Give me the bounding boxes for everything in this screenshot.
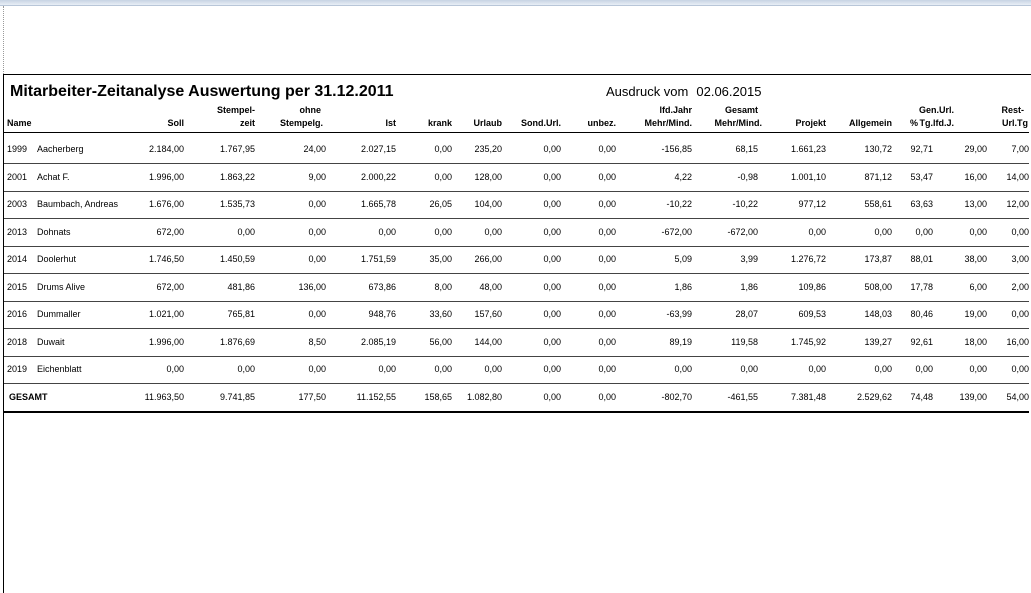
row-name: Dohnats bbox=[37, 226, 71, 237]
row-number: 2001 bbox=[7, 171, 28, 182]
row-ist: 673,86 bbox=[368, 281, 396, 292]
row-urlaub: 104,00 bbox=[474, 199, 502, 209]
row-number: 2014 bbox=[7, 254, 28, 264]
row-resturl: 0,00 bbox=[1011, 309, 1029, 319]
row-gesamt: -0,98 bbox=[737, 171, 758, 182]
row-number: 2003 bbox=[7, 199, 28, 209]
total-gesamt: -461,55 bbox=[727, 392, 758, 402]
header-ist: Ist bbox=[385, 118, 396, 128]
header-ohne-1: ohne bbox=[299, 105, 321, 115]
row-lfd: 5,09 bbox=[674, 254, 692, 264]
row-divider bbox=[4, 163, 1029, 164]
row-divider bbox=[4, 383, 1029, 384]
row-prozent: 0,00 bbox=[915, 364, 933, 374]
row-gesamt: -672,00 bbox=[727, 226, 758, 237]
row-lfd: 89,19 bbox=[669, 336, 692, 347]
row-ohne: 0,00 bbox=[308, 364, 326, 374]
row-resturl: 0,00 bbox=[1011, 364, 1029, 374]
row-krank: 56,00 bbox=[429, 336, 452, 347]
row-prozent: 0,00 bbox=[915, 226, 933, 237]
header-divider bbox=[4, 132, 1029, 133]
row-ohne: 8,50 bbox=[308, 336, 326, 347]
row-prozent: 80,46 bbox=[910, 309, 933, 319]
row-lfd: 4,22 bbox=[674, 171, 692, 182]
row-name: Duwait bbox=[37, 336, 65, 347]
total-genurl: 139,00 bbox=[959, 392, 987, 402]
row-sond: 0,00 bbox=[543, 171, 561, 182]
row-resturl: 3,00 bbox=[1011, 254, 1029, 264]
row-soll: 672,00 bbox=[156, 281, 184, 292]
header-prozent: % bbox=[909, 118, 918, 128]
total-urlaub: 1.082,80 bbox=[466, 392, 502, 402]
total-projekt: 7.381,48 bbox=[790, 392, 826, 402]
row-sond: 0,00 bbox=[543, 226, 561, 237]
row-resturl: 2,00 bbox=[1011, 281, 1029, 292]
row-name: Eichenblatt bbox=[37, 364, 82, 374]
header-rest-url-1: Rest- bbox=[1001, 105, 1024, 115]
row-ohne: 0,00 bbox=[308, 309, 326, 319]
row-stempelzeit: 1.535,73 bbox=[219, 199, 255, 209]
row-resturl: 0,00 bbox=[1011, 226, 1029, 237]
header-rest-url-2: Url.Tg bbox=[1002, 118, 1028, 128]
header-gen-url-1: Gen.Url. bbox=[918, 105, 954, 115]
row-genurl: 0,00 bbox=[969, 226, 987, 237]
row-number: 1999 bbox=[7, 144, 28, 154]
row-divider bbox=[4, 328, 1029, 329]
row-soll: 672,00 bbox=[156, 226, 184, 237]
print-date-value: 02.06.2015 bbox=[696, 84, 762, 99]
row-projekt: 1.276,72 bbox=[790, 254, 826, 264]
row-number: 2015 bbox=[7, 281, 28, 292]
row-urlaub: 48,00 bbox=[479, 281, 502, 292]
total-prozent: 74,48 bbox=[910, 392, 933, 402]
row-resturl: 7,00 bbox=[1011, 144, 1029, 154]
row-soll: 0,00 bbox=[166, 364, 184, 374]
row-resturl: 12,00 bbox=[1006, 199, 1029, 209]
row-soll: 1.996,00 bbox=[148, 336, 184, 347]
total-lfd: -802,70 bbox=[661, 392, 692, 402]
row-number: 2013 bbox=[7, 226, 28, 237]
row-ist: 2.000,22 bbox=[360, 171, 396, 182]
row-sond: 0,00 bbox=[543, 144, 561, 154]
row-stempelzeit: 0,00 bbox=[237, 364, 255, 374]
row-krank: 0,00 bbox=[434, 144, 452, 154]
row-genurl: 13,00 bbox=[964, 199, 987, 209]
header-projekt: Projekt bbox=[795, 118, 826, 128]
row-genurl: 16,00 bbox=[964, 171, 987, 182]
row-genurl: 38,00 bbox=[964, 254, 987, 264]
header-allgemein: Allgemein bbox=[848, 118, 892, 128]
row-ist: 1.665,78 bbox=[360, 199, 396, 209]
row-stempelzeit: 0,00 bbox=[237, 226, 255, 237]
row-projekt: 0,00 bbox=[808, 226, 826, 237]
total-krank: 158,65 bbox=[424, 392, 452, 402]
row-ohne: 9,00 bbox=[308, 171, 326, 182]
row-projekt: 109,86 bbox=[798, 281, 826, 292]
row-number: 2016 bbox=[7, 309, 28, 319]
row-unbez: 0,00 bbox=[598, 336, 616, 347]
row-divider bbox=[4, 273, 1029, 274]
row-unbez: 0,00 bbox=[598, 309, 616, 319]
total-sond: 0,00 bbox=[543, 392, 561, 402]
row-soll: 2.184,00 bbox=[148, 144, 184, 154]
row-name: Dummaller bbox=[37, 309, 81, 319]
row-krank: 26,05 bbox=[429, 199, 452, 209]
total-divider bbox=[4, 411, 1029, 413]
row-allgemein: 0,00 bbox=[874, 364, 892, 374]
row-urlaub: 144,00 bbox=[474, 336, 502, 347]
header-sond-url: Sond.Url. bbox=[521, 118, 561, 128]
row-resturl: 14,00 bbox=[1006, 171, 1029, 182]
row-unbez: 0,00 bbox=[598, 199, 616, 209]
row-unbez: 0,00 bbox=[598, 254, 616, 264]
row-krank: 0,00 bbox=[434, 226, 452, 237]
row-unbez: 0,00 bbox=[598, 364, 616, 374]
row-number: 2019 bbox=[7, 364, 28, 374]
row-resturl: 16,00 bbox=[1006, 336, 1029, 347]
row-allgemein: 148,03 bbox=[864, 309, 892, 319]
total-unbez: 0,00 bbox=[598, 392, 616, 402]
row-gesamt: 3,99 bbox=[740, 254, 758, 264]
report-page bbox=[3, 74, 1031, 593]
row-lfd: -63,99 bbox=[666, 309, 692, 319]
header-gesamt-1: Gesamt bbox=[724, 105, 758, 115]
row-allgemein: 558,61 bbox=[864, 199, 892, 209]
row-lfd: -672,00 bbox=[661, 226, 692, 237]
row-name: Aacherberg bbox=[37, 144, 84, 154]
window-top-strip bbox=[0, 0, 1031, 6]
row-gesamt: 0,00 bbox=[740, 364, 758, 374]
row-krank: 0,00 bbox=[434, 364, 452, 374]
row-sond: 0,00 bbox=[543, 336, 561, 347]
row-stempelzeit: 481,86 bbox=[227, 281, 255, 292]
row-gesamt: 119,58 bbox=[731, 336, 758, 347]
row-allgemein: 0,00 bbox=[874, 226, 892, 237]
row-urlaub: 266,00 bbox=[474, 254, 502, 264]
row-soll: 1.996,00 bbox=[148, 171, 184, 182]
row-krank: 35,00 bbox=[429, 254, 452, 264]
total-soll: 11.963,50 bbox=[144, 392, 184, 402]
row-name: Baumbach, Andreas bbox=[37, 199, 119, 209]
row-allgemein: 871,12 bbox=[864, 171, 892, 182]
row-ohne: 0,00 bbox=[308, 199, 326, 209]
header-urlaub: Urlaub bbox=[473, 118, 502, 128]
row-ist: 2.027,15 bbox=[360, 144, 396, 154]
row-divider bbox=[4, 301, 1029, 302]
row-genurl: 18,00 bbox=[964, 336, 987, 347]
row-ohne: 24,00 bbox=[303, 144, 326, 154]
row-gesamt: -10,22 bbox=[732, 199, 758, 209]
row-sond: 0,00 bbox=[543, 309, 561, 319]
header-name: Name bbox=[7, 118, 32, 128]
row-name: Drums Alive bbox=[37, 281, 86, 292]
row-projekt: 977,12 bbox=[798, 199, 826, 209]
row-soll: 1.021,00 bbox=[148, 309, 184, 319]
row-divider bbox=[4, 218, 1029, 219]
total-ohne: 177,50 bbox=[298, 392, 326, 402]
row-genurl: 6,00 bbox=[969, 281, 987, 292]
header-krank: krank bbox=[427, 118, 452, 128]
row-ist: 948,76 bbox=[368, 309, 396, 319]
row-urlaub: 157,60 bbox=[474, 309, 502, 319]
row-prozent: 92,71 bbox=[910, 144, 933, 154]
row-krank: 0,00 bbox=[434, 171, 452, 182]
row-ohne: 136,00 bbox=[298, 281, 326, 292]
header-stempelzeit-1: Stempel- bbox=[216, 105, 255, 115]
row-divider bbox=[4, 356, 1029, 357]
row-stempelzeit: 1.863,22 bbox=[219, 171, 255, 182]
row-sond: 0,00 bbox=[543, 199, 561, 209]
row-unbez: 0,00 bbox=[598, 144, 616, 154]
row-urlaub: 235,20 bbox=[474, 144, 502, 154]
row-urlaub: 0,00 bbox=[484, 226, 502, 237]
print-date bbox=[606, 84, 761, 99]
row-divider bbox=[4, 191, 1029, 192]
row-ist: 0,00 bbox=[378, 226, 396, 237]
row-projekt: 0,00 bbox=[808, 364, 826, 374]
row-stempelzeit: 765,81 bbox=[227, 309, 255, 319]
row-gesamt: 1,86 bbox=[740, 281, 758, 292]
row-unbez: 0,00 bbox=[598, 281, 616, 292]
row-unbez: 0,00 bbox=[598, 226, 616, 237]
row-stempelzeit: 1.450,59 bbox=[219, 254, 255, 264]
row-lfd: -156,85 bbox=[661, 144, 692, 154]
row-prozent: 17,78 bbox=[910, 281, 933, 292]
row-projekt: 1.745,92 bbox=[790, 336, 826, 347]
row-prozent: 92,61 bbox=[910, 336, 933, 347]
row-urlaub: 0,00 bbox=[484, 364, 502, 374]
row-prozent: 63,63 bbox=[910, 199, 933, 209]
row-gesamt: 68,15 bbox=[735, 144, 758, 154]
row-allgemein: 173,87 bbox=[864, 254, 892, 264]
row-stempelzeit: 1.876,69 bbox=[219, 336, 255, 347]
row-prozent: 88,01 bbox=[910, 254, 933, 264]
row-sond: 0,00 bbox=[543, 254, 561, 264]
header-gesamt-2: Mehr/Mind. bbox=[714, 118, 762, 128]
row-allgemein: 130,72 bbox=[864, 144, 892, 154]
row-projekt: 1.661,23 bbox=[790, 144, 826, 154]
print-date-label: Ausdruck vom bbox=[606, 84, 689, 99]
total-ist: 11.152,55 bbox=[356, 392, 396, 402]
row-ohne: 0,00 bbox=[308, 226, 326, 237]
row-soll: 1.746,50 bbox=[148, 254, 184, 264]
row-lfd: 0,00 bbox=[674, 364, 692, 374]
row-name: Achat F. bbox=[37, 171, 70, 182]
row-name: Doolerhut bbox=[37, 254, 77, 264]
row-sond: 0,00 bbox=[543, 281, 561, 292]
row-ist: 1.751,59 bbox=[360, 254, 396, 264]
header-soll: Soll bbox=[167, 118, 184, 128]
row-unbez: 0,00 bbox=[598, 171, 616, 182]
header-lfd-jahr-2: Mehr/Mind. bbox=[644, 118, 692, 128]
row-allgemein: 508,00 bbox=[864, 281, 892, 292]
row-genurl: 0,00 bbox=[969, 364, 987, 374]
row-prozent: 53,47 bbox=[910, 171, 933, 182]
row-sond: 0,00 bbox=[543, 364, 561, 374]
row-allgemein: 139,27 bbox=[864, 336, 892, 347]
total-stempelzeit: 9.741,85 bbox=[219, 392, 255, 402]
header-lfd-jahr-1: lfd.Jahr bbox=[659, 105, 692, 115]
row-projekt: 609,53 bbox=[798, 309, 826, 319]
row-ist: 0,00 bbox=[378, 364, 396, 374]
row-lfd: 1,86 bbox=[674, 281, 692, 292]
total-allgemein: 2.529,62 bbox=[856, 392, 892, 402]
row-genurl: 29,00 bbox=[964, 144, 987, 154]
row-krank: 33,60 bbox=[429, 309, 452, 319]
row-krank: 8,00 bbox=[434, 281, 452, 292]
total-label: GESAMT bbox=[9, 392, 48, 402]
row-soll: 1.676,00 bbox=[148, 199, 184, 209]
row-projekt: 1.001,10 bbox=[790, 171, 826, 182]
total-resturl: 54,00 bbox=[1006, 392, 1029, 402]
row-ist: 2.085,19 bbox=[360, 336, 396, 347]
row-gesamt: 28,07 bbox=[735, 309, 758, 319]
report-title: Mitarbeiter-Zeitanalyse Auswertung per 31.12.2011 bbox=[10, 83, 394, 100]
header-unbez: unbez. bbox=[587, 118, 616, 128]
header-gen-url-2: Tg.lfd.J. bbox=[919, 118, 954, 128]
row-stempelzeit: 1.767,95 bbox=[219, 144, 255, 154]
row-number: 2018 bbox=[7, 336, 28, 347]
row-urlaub: 128,00 bbox=[474, 171, 502, 182]
row-genurl: 19,00 bbox=[964, 309, 987, 319]
row-lfd: -10,22 bbox=[666, 199, 692, 209]
header-stempelzeit-2: zeit bbox=[239, 118, 255, 128]
row-divider bbox=[4, 246, 1029, 247]
row-ohne: 0,00 bbox=[308, 254, 326, 264]
header-ohne-2: Stempelg. bbox=[279, 118, 323, 128]
